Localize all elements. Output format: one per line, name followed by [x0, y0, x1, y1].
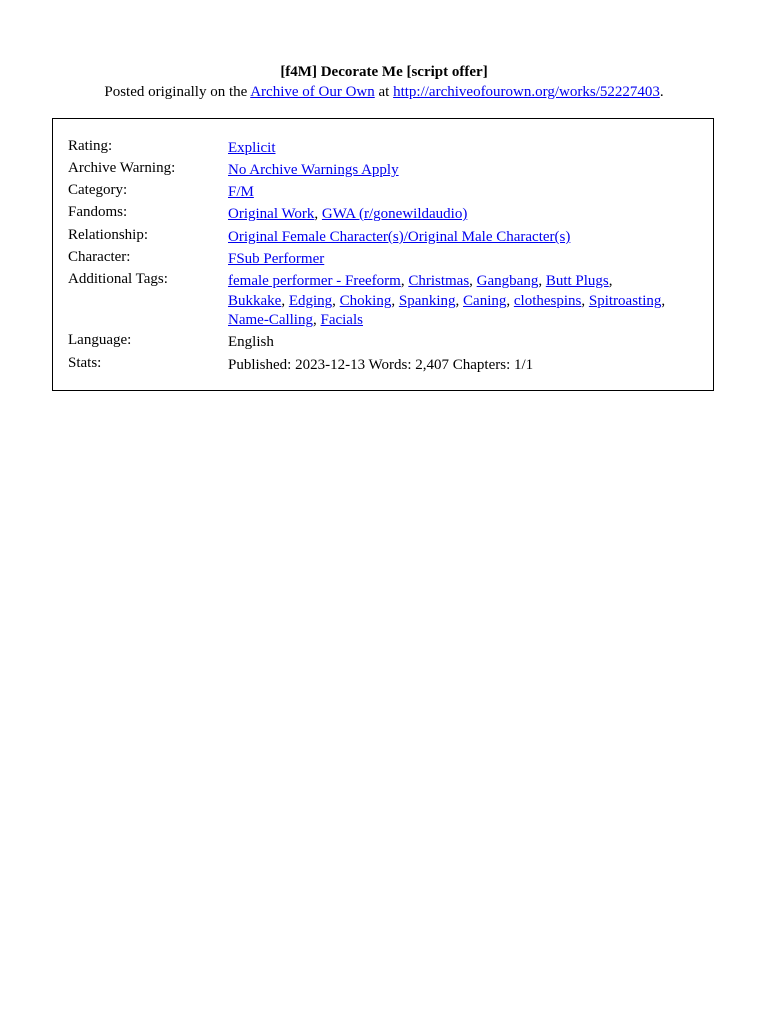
end-punct: .: [659, 84, 664, 100]
relationship-link[interactable]: Original Female Character(s)/Original Male Character(s): [228, 229, 571, 245]
rating-link[interactable]: Explicit: [228, 140, 276, 156]
tag-separator: ,: [455, 292, 464, 309]
character-label: Character:: [68, 249, 131, 265]
archive-link[interactable]: Archive of Our Own: [250, 84, 375, 100]
tag-separator: ,: [312, 312, 321, 328]
tag-link[interactable]: Butt Plugs: [545, 273, 609, 289]
rating-label: Rating:: [68, 138, 113, 154]
work-title: [f4M] Decorate Me [script offer]: [280, 64, 488, 80]
posted-prefix: Posted originally on the: [104, 84, 251, 100]
tag-link[interactable]: Edging: [288, 292, 333, 309]
tag-separator: ,: [469, 273, 477, 289]
relationship-label: Relationship:: [68, 227, 148, 243]
tag-link[interactable]: Bukkake: [228, 292, 282, 309]
tag-separator: ,: [538, 273, 546, 289]
posted-line: [0, 82, 768, 102]
tag-separator: ,: [400, 273, 409, 289]
character-link[interactable]: FSub Performer: [228, 251, 325, 267]
tag-separator: ,: [391, 292, 399, 309]
category-link[interactable]: F/M: [228, 184, 254, 200]
work-url-link[interactable]: http://archiveofourown.org/works/52227403: [393, 84, 660, 100]
tag-separator: ,: [332, 292, 340, 309]
tag-link[interactable]: Caning: [463, 292, 507, 309]
tag-separator: ,: [608, 273, 613, 289]
tag-link[interactable]: Spitroasting: [588, 292, 662, 309]
stats-value: Published: 2023-12-13 Words: 2,407 Chapters: 1/1: [228, 357, 534, 373]
tag-link[interactable]: Choking: [339, 292, 392, 309]
tag-link[interactable]: Gangbang: [476, 273, 539, 289]
tag-link[interactable]: female performer - Freeform: [228, 273, 401, 289]
tag-separator: ,: [506, 292, 514, 309]
fandoms-label: Fandoms:: [68, 204, 128, 220]
tag-separator: ,: [661, 292, 666, 309]
tags-list: [228, 272, 703, 331]
language-value: English: [228, 334, 274, 350]
tag-link[interactable]: Name-Calling: [228, 312, 313, 328]
tags-label: Additional Tags:: [68, 271, 168, 287]
stats-label: Stats:: [68, 355, 102, 371]
warning-label: Archive Warning:: [68, 160, 176, 176]
tag-link[interactable]: Facials: [320, 312, 363, 328]
fandom-link[interactable]: GWA (r/gonewildaudio): [321, 206, 468, 222]
language-label: Language:: [68, 332, 132, 348]
work-meta-box: [52, 118, 714, 391]
tag-separator: ,: [281, 292, 289, 309]
tag-link[interactable]: Spanking: [398, 292, 456, 309]
tag-link[interactable]: Christmas: [408, 273, 470, 289]
tag-separator: ,: [581, 292, 589, 309]
at-text: at: [374, 84, 394, 100]
tag-separator: ,: [314, 206, 322, 222]
fandom-link[interactable]: Original Work: [228, 206, 315, 222]
category-label: Category:: [68, 182, 128, 198]
tag-link[interactable]: clothespins: [513, 292, 582, 309]
warning-link[interactable]: No Archive Warnings Apply: [228, 162, 399, 178]
